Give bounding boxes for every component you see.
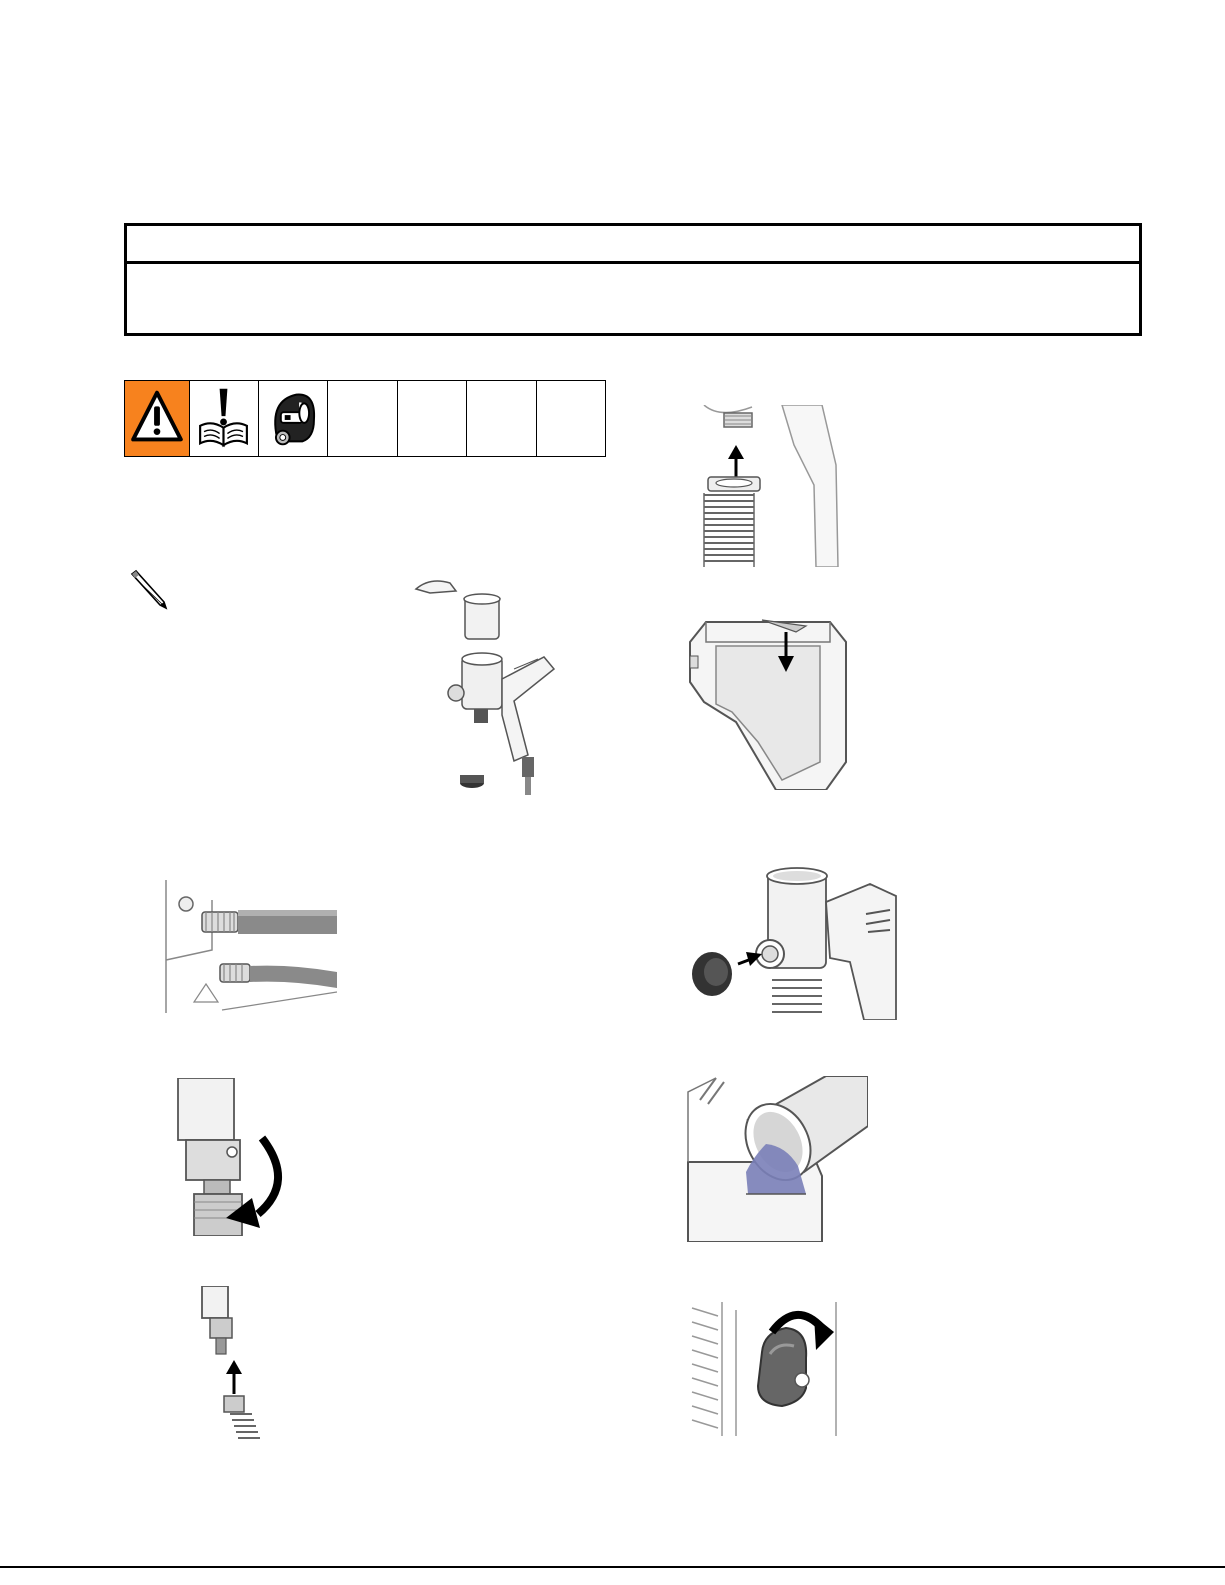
footer-rule: [0, 1566, 1225, 1568]
symbol-cell-empty: [537, 381, 606, 456]
pencil-note-icon: [126, 568, 172, 610]
symbol-cell-empty: [328, 381, 398, 456]
turn-knob-icon: [690, 1302, 862, 1436]
notice-box: [124, 223, 1142, 336]
symbol-cell-empty: [467, 381, 537, 456]
air-fitting-connect-icon: [196, 1286, 266, 1442]
safety-symbol-strip: [124, 380, 606, 457]
twist-coupling-icon: [172, 1078, 292, 1236]
symbol-cell-empty: [398, 381, 468, 456]
warning-triangle-icon: [125, 381, 190, 456]
read-manual-icon: [190, 381, 259, 456]
pour-material-icon: [686, 1076, 868, 1242]
sprayer-hose-connections-icon: [162, 880, 337, 1013]
hopper-insert-icon: [686, 612, 850, 790]
notice-header: [127, 226, 1139, 264]
eye-ear-protection-icon: [259, 381, 328, 456]
gun-cup-assembly-icon: [410, 575, 560, 805]
hose-to-gun-connect-icon: [690, 405, 840, 567]
cap-on-gun-port-icon: [690, 862, 898, 1020]
